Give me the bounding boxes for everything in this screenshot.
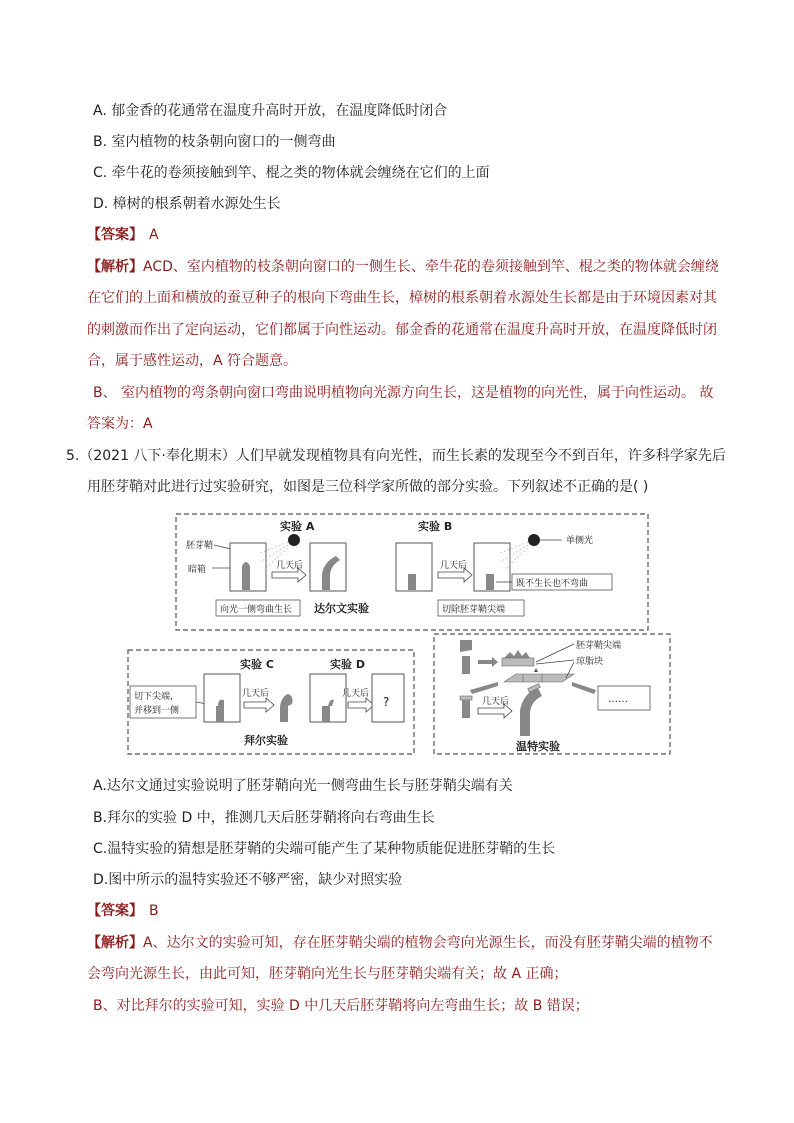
pointer-line bbox=[536, 660, 574, 664]
arrow-icon bbox=[572, 682, 596, 694]
arrow-icon bbox=[478, 657, 498, 667]
answer-label: 【答案】 bbox=[87, 903, 143, 919]
q4-analysis-line-2: 在它们的上面和横放的蚕豆种子的根向下弯曲生长，樟树的根系朝着水源处生长都是由于环境因素对其 bbox=[87, 290, 717, 306]
tip-label: 胚芽鞘尖端 bbox=[576, 641, 622, 651]
paal-title: 拜尔实验 bbox=[244, 734, 288, 747]
cut-coleoptile-shape bbox=[408, 574, 416, 590]
tips-on-agar-shape bbox=[504, 650, 530, 658]
arrow-icon bbox=[244, 698, 274, 712]
cut-coleoptile-shape bbox=[462, 656, 470, 674]
went-title: 温特实验 bbox=[516, 740, 560, 753]
q4-option-b: B. 室内植物的枝条朝向窗口的一侧弯曲 bbox=[93, 134, 336, 150]
experiment-figure bbox=[126, 510, 672, 758]
q5-stem-line-2: 用胚芽鞘对此进行过实验研究，如图是三位科学家所做的部分实验。下列叙述不正确的是( ) bbox=[87, 479, 649, 495]
agar-block-shape bbox=[504, 674, 574, 682]
pointer-line bbox=[536, 644, 574, 662]
bend-to-light-label: 向光一侧弯曲生长 bbox=[220, 605, 293, 615]
q4-option-c: C. 牵牛花的卷须接触到竿、棍之类的物体就会缠绕在它们的上面 bbox=[93, 165, 490, 181]
q4-analysis-line-4: 合，属于感性运动，A 符合题意。 bbox=[87, 353, 298, 369]
coleoptile-label: 胚芽鞘 bbox=[186, 541, 214, 551]
q4-analysis-line-5: B、 室内植物的弯条朝向窗口弯曲说明植物向光源方向生长，这是植物的向光性，属于向性运动。 故 bbox=[93, 385, 714, 401]
question-mark: ? bbox=[383, 695, 390, 709]
coleoptile-shape bbox=[322, 706, 330, 722]
bent-coleoptile-shape bbox=[520, 688, 542, 736]
darwin-title: 达尔文实验 bbox=[314, 602, 369, 615]
q5-analysis-line-2: 会弯向光源生长，由此可知，胚芽鞘向光生长与胚芽鞘尖端有关；故 A 正确； bbox=[87, 966, 568, 982]
exp-d-label: 实验 D bbox=[330, 658, 365, 671]
q5-option-b: B.拜尔的实验 D 中，推测几天后胚芽鞘将向右弯曲生长 bbox=[93, 810, 435, 826]
q5-analysis-line-1 bbox=[87, 933, 713, 953]
q5-answer bbox=[87, 901, 159, 921]
agar-block-shape bbox=[502, 658, 534, 666]
days-later-label: 几天后 bbox=[242, 689, 270, 699]
cut-coleoptile-shape bbox=[462, 700, 470, 718]
days-later-label: 几天后 bbox=[440, 561, 468, 571]
exp-b-label: 实验 B bbox=[418, 520, 453, 533]
coleoptile-shape bbox=[242, 562, 250, 590]
q5-option-d: D.图中所示的温特实验还不够严密，缺少对照实验 bbox=[93, 872, 403, 888]
light-source-icon bbox=[288, 534, 300, 546]
dark-box-label: 暗箱 bbox=[188, 565, 207, 575]
q4-analysis-line-1 bbox=[87, 257, 719, 277]
q4-analysis-line-6: 答案为：A bbox=[87, 416, 153, 432]
cut-coleoptile-shape bbox=[486, 574, 494, 590]
days-later-label: 几天后 bbox=[482, 697, 510, 707]
q4-answer bbox=[87, 225, 159, 245]
exp-c-label: 实验 C bbox=[240, 658, 274, 671]
answer-value: B bbox=[149, 903, 159, 919]
analysis-label: 【解析】 bbox=[87, 259, 143, 275]
days-later-label: 几天后 bbox=[276, 561, 304, 571]
agar-label: 琼脂块 bbox=[576, 657, 604, 667]
agar-block-shape bbox=[460, 696, 472, 700]
dots-label: …… bbox=[608, 694, 628, 705]
unilateral-light-label: 单侧光 bbox=[566, 536, 594, 546]
q5-option-c: C.温特实验的猜想是胚芽鞘的尖端可能产生了某种物质能促进胚芽鞘的生长 bbox=[93, 841, 556, 857]
light-source-icon bbox=[528, 534, 540, 546]
q5-stem-line-1: 5.（2021 八下·奉化期末）人们早就发现植物具有向光性，而生长素的发现至今不到百年，许多科学家先后 bbox=[66, 448, 726, 464]
tip-shape bbox=[460, 640, 472, 652]
analysis-text: ACD、室内植物的枝条朝向窗口的一侧生长、牵牛花的卷须接触到竿、棍之类的物体就会缠绕 bbox=[143, 259, 719, 275]
answer-label: 【答案】 bbox=[87, 227, 143, 243]
q5-analysis-line-3: B、对比拜尔的实验可知，实验 D 中几天后胚芽鞘将向左弯曲生长；故 B 错误； bbox=[93, 998, 589, 1014]
q4-option-a: A. 郁金香的花通常在温度升高时开放，在温度降低时闭合 bbox=[93, 103, 448, 119]
arrow-icon bbox=[470, 682, 498, 694]
analysis-label: 【解析】 bbox=[87, 935, 143, 951]
arrow-icon bbox=[534, 668, 538, 672]
q5-option-a: A.达尔文通过实验说明了胚芽鞘向光一侧弯曲生长与胚芽鞘尖端有关 bbox=[93, 778, 513, 794]
days-later-label: 几天后 bbox=[342, 689, 370, 699]
bent-coleoptile-shape bbox=[280, 694, 293, 722]
move-side-label: 并移到一侧 bbox=[134, 706, 180, 716]
cut-tip-move-label: 切下尖端， bbox=[134, 692, 180, 702]
coleoptile-shape bbox=[216, 706, 224, 722]
answer-value: A bbox=[149, 227, 159, 243]
cut-tip-label: 切除胚芽鞘尖端 bbox=[442, 605, 506, 615]
analysis-text: A、达尔文的实验可知，存在胚芽鞘尖端的植物会弯向光源生长，而没有胚芽鞘尖端的植物不 bbox=[143, 935, 713, 951]
q4-option-d: D. 樟树的根系朝着水源处生长 bbox=[93, 196, 281, 212]
no-growth-label: 既不生长也不弯曲 bbox=[516, 579, 589, 589]
exp-a-label: 实验 A bbox=[280, 520, 315, 533]
arrow-icon bbox=[348, 698, 374, 712]
q4-analysis-line-3: 的刺激而作出了定向运动，它们都属于向性运动。郁金香的花通常在温度升高时开放，在温度降低时闭 bbox=[87, 322, 717, 338]
